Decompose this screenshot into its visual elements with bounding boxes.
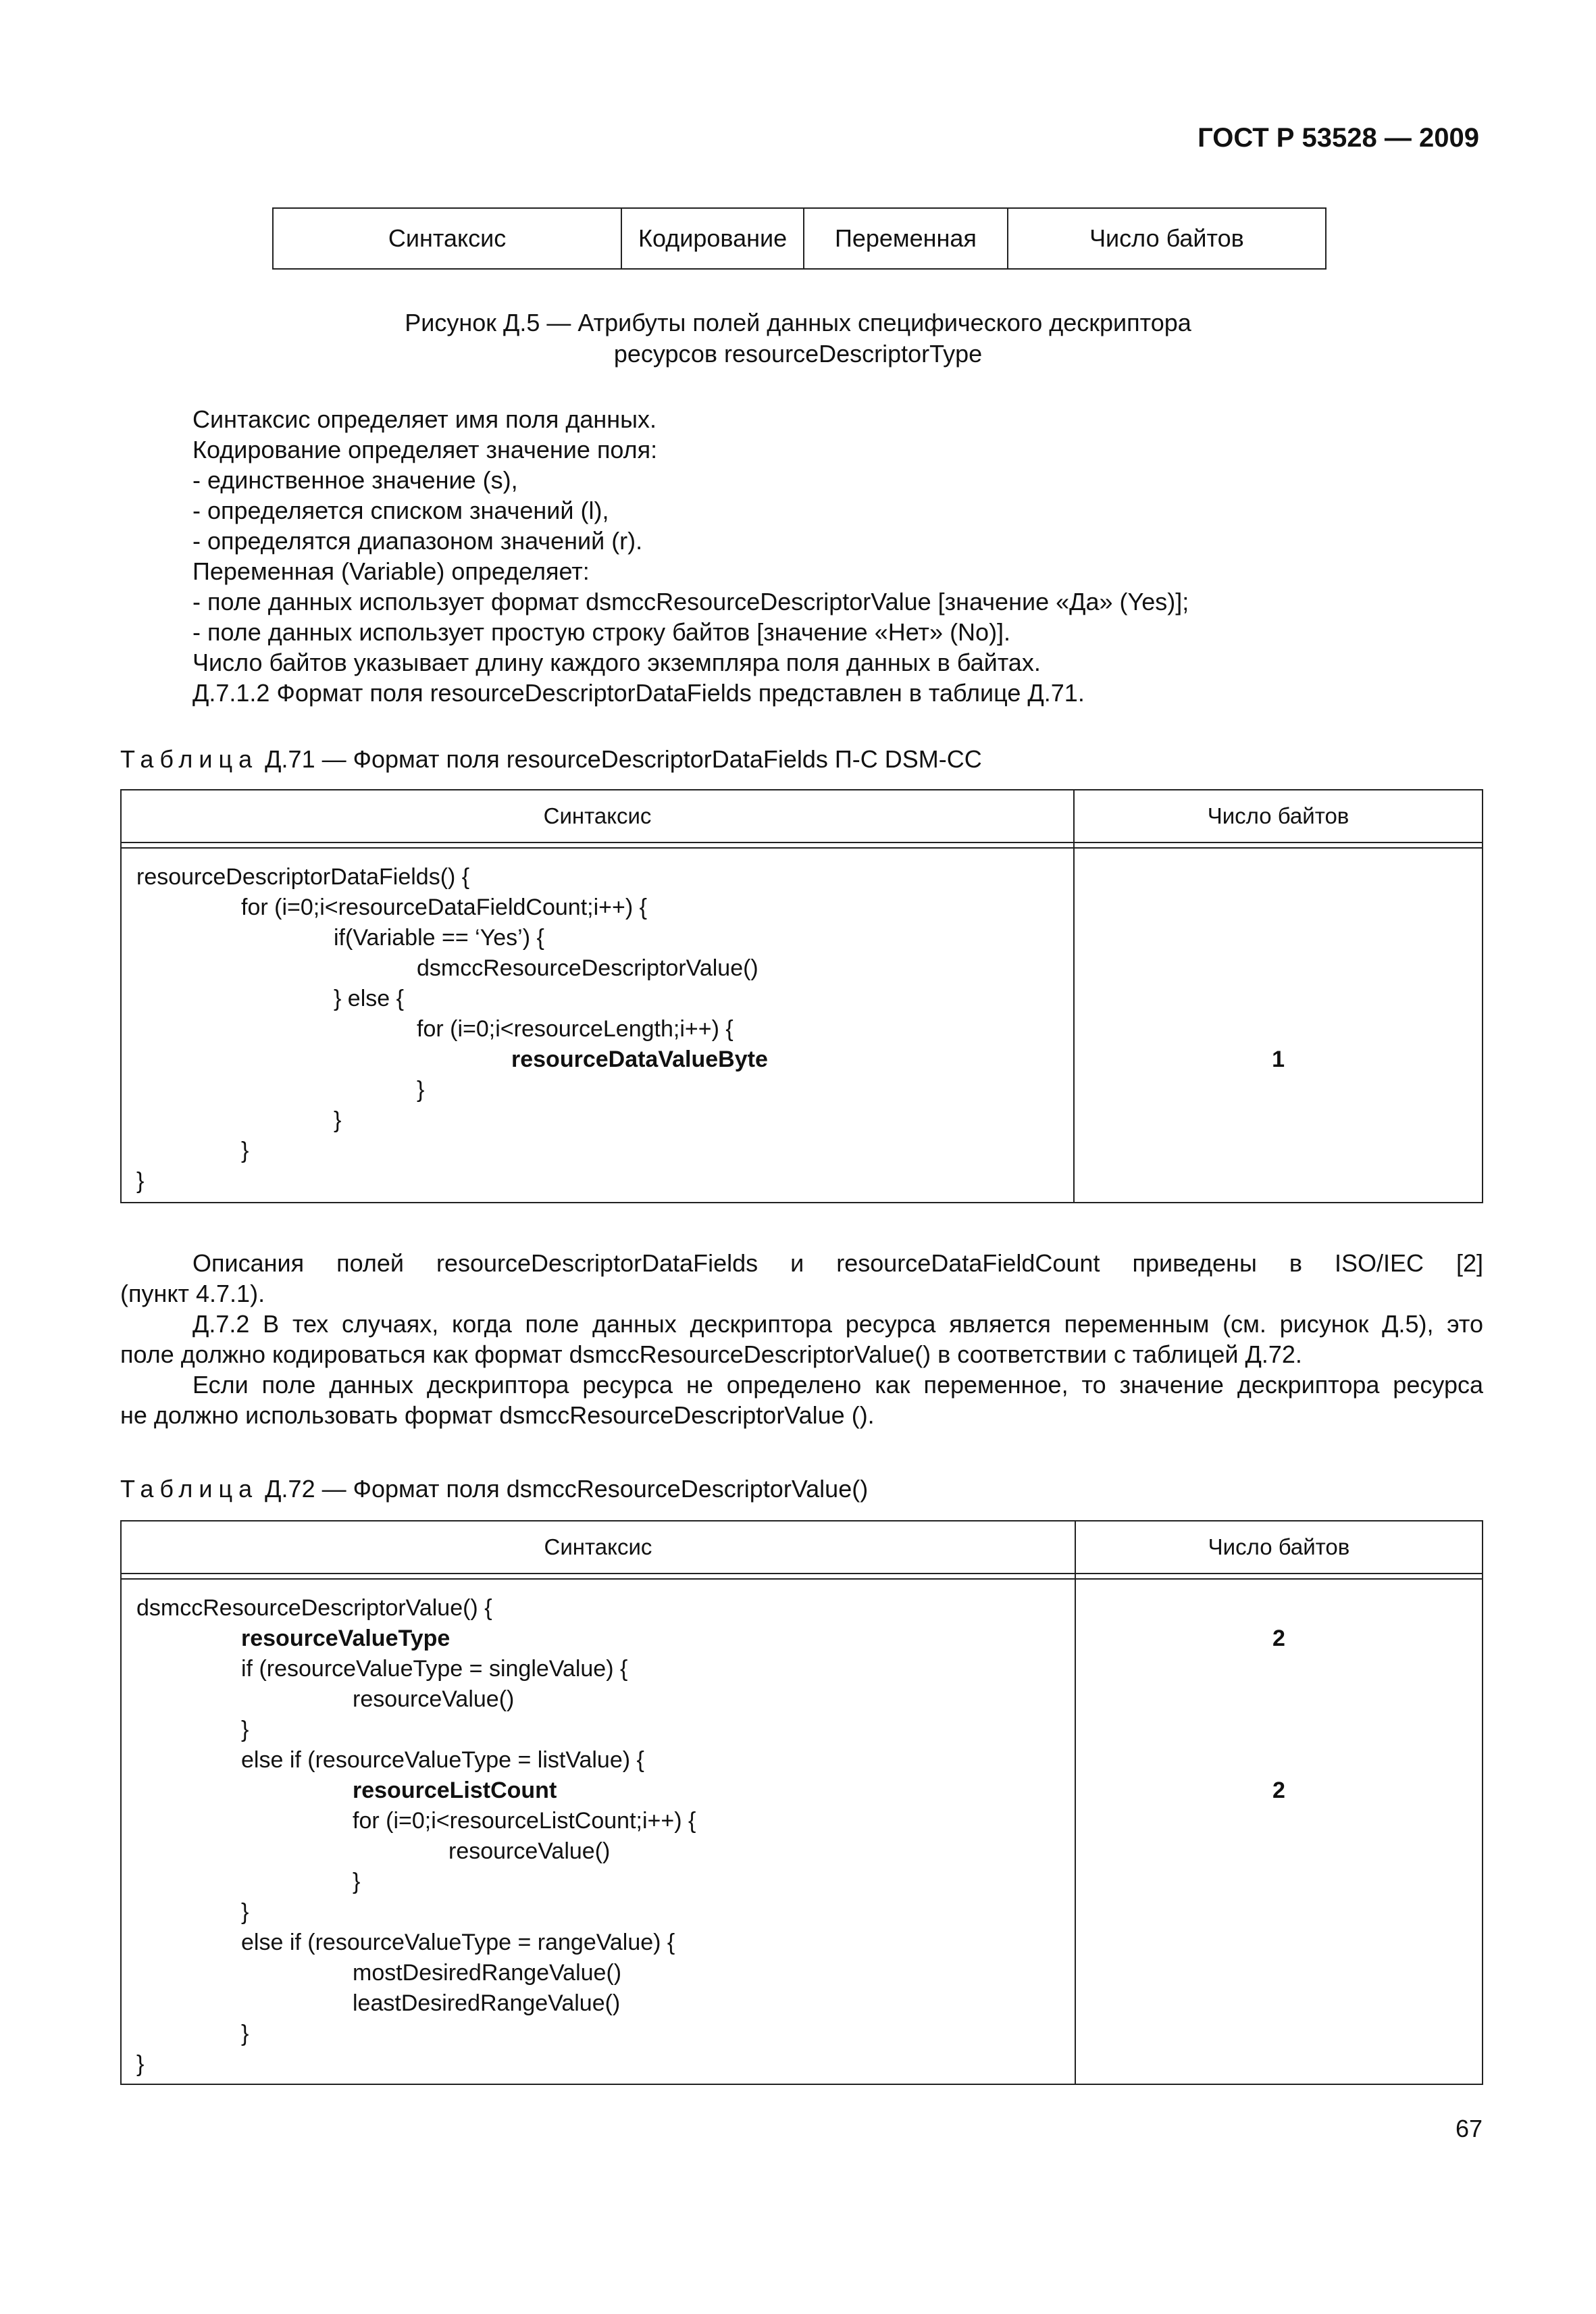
figure-cell-variable: Переменная bbox=[804, 208, 1008, 269]
byte-count bbox=[1075, 1105, 1482, 1136]
code-line: } bbox=[241, 1138, 249, 1163]
code-line: resourceDescriptorDataFields() { bbox=[136, 864, 470, 890]
byte-count bbox=[1076, 2049, 1482, 2080]
intro-text bbox=[192, 404, 1476, 708]
intro-line: - определятся диапазоном значений (r). bbox=[192, 527, 643, 555]
intro-line: Число байтов указывает длину каждого экземпляра поля данных в байтах. bbox=[192, 649, 1041, 676]
intro-line: - поле данных использует формат dsmccResourceDescriptorValue [значение «Да» (Yes)]; bbox=[192, 588, 1189, 615]
byte-count bbox=[1076, 1958, 1482, 1988]
table72-bytes-cell bbox=[1075, 1579, 1483, 2084]
description-p1-line2: (пункт 4.7.1). bbox=[120, 1280, 265, 1307]
byte-count bbox=[1075, 1014, 1482, 1045]
code-line: resourceListCount bbox=[353, 1778, 557, 1803]
code-line: for (i=0;i<resourceListCount;i++) { bbox=[353, 1808, 696, 1834]
table71-title: Таблица Д.71 — Формат поля resourceDescriptorDataFields П-С DSM-CC bbox=[120, 745, 982, 773]
intro-line: Д.7.1.2 Формат поля resourceDescriptorDataFields представлен в таблице Д.71. bbox=[192, 679, 1085, 707]
figure-caption: Рисунок Д.5 — Атрибуты полей данных специфического дескриптора ресурсов resourceDescriptorType bbox=[405, 309, 1191, 368]
table72-header-bytes: Число байтов bbox=[1075, 1521, 1483, 1574]
figure-cell-syntax: Синтаксис bbox=[273, 208, 621, 269]
byte-count bbox=[1076, 1654, 1482, 1684]
code-line: resourceDataValueByte bbox=[511, 1047, 768, 1072]
table71-syntax-cell bbox=[121, 848, 1074, 1203]
code-line: dsmccResourceDescriptorValue() bbox=[417, 955, 758, 981]
code-line: } bbox=[417, 1077, 425, 1103]
figure-attribute-table bbox=[272, 207, 1327, 270]
byte-count bbox=[1076, 1867, 1482, 1897]
code-line: } bbox=[241, 1899, 249, 1925]
byte-count bbox=[1075, 953, 1482, 984]
code-line: else if (resourceValueType = rangeValue) { bbox=[241, 1930, 675, 1955]
byte-count: 2 bbox=[1272, 1778, 1285, 1803]
byte-count bbox=[1076, 1715, 1482, 1745]
code-line: } bbox=[353, 1869, 361, 1894]
byte-count bbox=[1075, 862, 1482, 892]
table72 bbox=[120, 1520, 1483, 2085]
figure-cell-encoding: Кодирование bbox=[621, 208, 804, 269]
table72-syntax-cell bbox=[121, 1579, 1075, 2084]
code-line: } bbox=[241, 1717, 249, 1742]
byte-count bbox=[1076, 1745, 1482, 1776]
code-line: else if (resourceValueType = listValue) { bbox=[241, 1747, 644, 1773]
byte-count: 2 bbox=[1272, 1626, 1285, 1651]
code-line: resourceValue() bbox=[353, 1686, 515, 1712]
code-line: } bbox=[136, 1168, 145, 1194]
document-header: ГОСТ Р 53528 — 2009 bbox=[1198, 123, 1479, 153]
code-line: leastDesiredRangeValue() bbox=[353, 1990, 621, 2016]
intro-line: Переменная (Variable) определяет: bbox=[192, 557, 590, 585]
byte-count bbox=[1076, 1806, 1482, 1836]
page-number: 67 bbox=[1455, 2115, 1483, 2142]
byte-count bbox=[1075, 892, 1482, 923]
code-line: resourceValueType bbox=[241, 1626, 451, 1651]
code-line: for (i=0;i<resourceDataFieldCount;i++) { bbox=[241, 895, 647, 920]
table71-bytes-cell bbox=[1074, 848, 1483, 1203]
code-line: } else { bbox=[334, 986, 404, 1011]
code-line: } bbox=[241, 2021, 249, 2046]
byte-count bbox=[1076, 1897, 1482, 1928]
code-line: } bbox=[334, 1107, 342, 1133]
description-p3-line1: Если поле данных дескриптора ресурса не определено как переменное, то значение дескриптора ресурса bbox=[192, 1371, 1483, 1399]
table71 bbox=[120, 789, 1483, 1203]
code-line: if(Variable == ‘Yes’) { bbox=[334, 925, 544, 951]
intro-line: - определяется списком значений (l), bbox=[192, 497, 609, 524]
table72-title: Таблица Д.72 — Формат поля dsmccResourceDescriptorValue() bbox=[120, 1475, 869, 1503]
byte-count bbox=[1076, 2019, 1482, 2049]
byte-count bbox=[1075, 923, 1482, 953]
byte-count bbox=[1076, 1684, 1482, 1715]
table71-header-syntax: Синтаксис bbox=[121, 790, 1074, 842]
byte-count bbox=[1076, 1988, 1482, 2019]
byte-count bbox=[1075, 1166, 1482, 1197]
figure-cell-bytes: Число байтов bbox=[1008, 208, 1326, 269]
code-line: mostDesiredRangeValue() bbox=[353, 1960, 622, 1986]
description-p1-line1: Описания полей resourceDescriptorDataFields и resourceDataFieldCount приведены в ISO/IEC [2] bbox=[192, 1249, 1483, 1277]
intro-line: Синтаксис определяет имя поля данных. bbox=[192, 405, 657, 433]
code-line: if (resourceValueType = singleValue) { bbox=[241, 1656, 628, 1682]
description-p2-line2: поле должно кодироваться как формат dsmccResourceDescriptorValue() в соответствии с таблицей Д.72. bbox=[120, 1340, 1302, 1368]
code-line: for (i=0;i<resourceLength;i++) { bbox=[417, 1016, 733, 1042]
intro-line: Кодирование определяет значение поля: bbox=[192, 436, 658, 463]
code-line: resourceValue() bbox=[448, 1838, 611, 1864]
byte-count bbox=[1075, 1136, 1482, 1166]
description-text bbox=[120, 1248, 1483, 1430]
code-line: dsmccResourceDescriptorValue() { bbox=[136, 1595, 492, 1621]
byte-count bbox=[1076, 1593, 1482, 1624]
byte-count bbox=[1076, 1928, 1482, 1958]
byte-count bbox=[1075, 984, 1482, 1014]
byte-count bbox=[1075, 1075, 1482, 1105]
intro-line: - поле данных использует простую строку байтов [значение «Нет» (No)]. bbox=[192, 618, 1011, 646]
description-p2-line1: Д.7.2 В тех случаях, когда поле данных дескриптора ресурса является переменным (см. рисунок Д.5), это bbox=[192, 1310, 1483, 1338]
table71-header-bytes: Число байтов bbox=[1074, 790, 1483, 842]
byte-count: 1 bbox=[1272, 1047, 1285, 1072]
table72-header-syntax: Синтаксис bbox=[121, 1521, 1075, 1574]
byte-count bbox=[1076, 1836, 1482, 1867]
description-p3-line2: не должно использовать формат dsmccResourceDescriptorValue (). bbox=[120, 1401, 875, 1429]
intro-line: - единственное значение (s), bbox=[192, 466, 518, 494]
code-line: } bbox=[136, 2051, 145, 2077]
